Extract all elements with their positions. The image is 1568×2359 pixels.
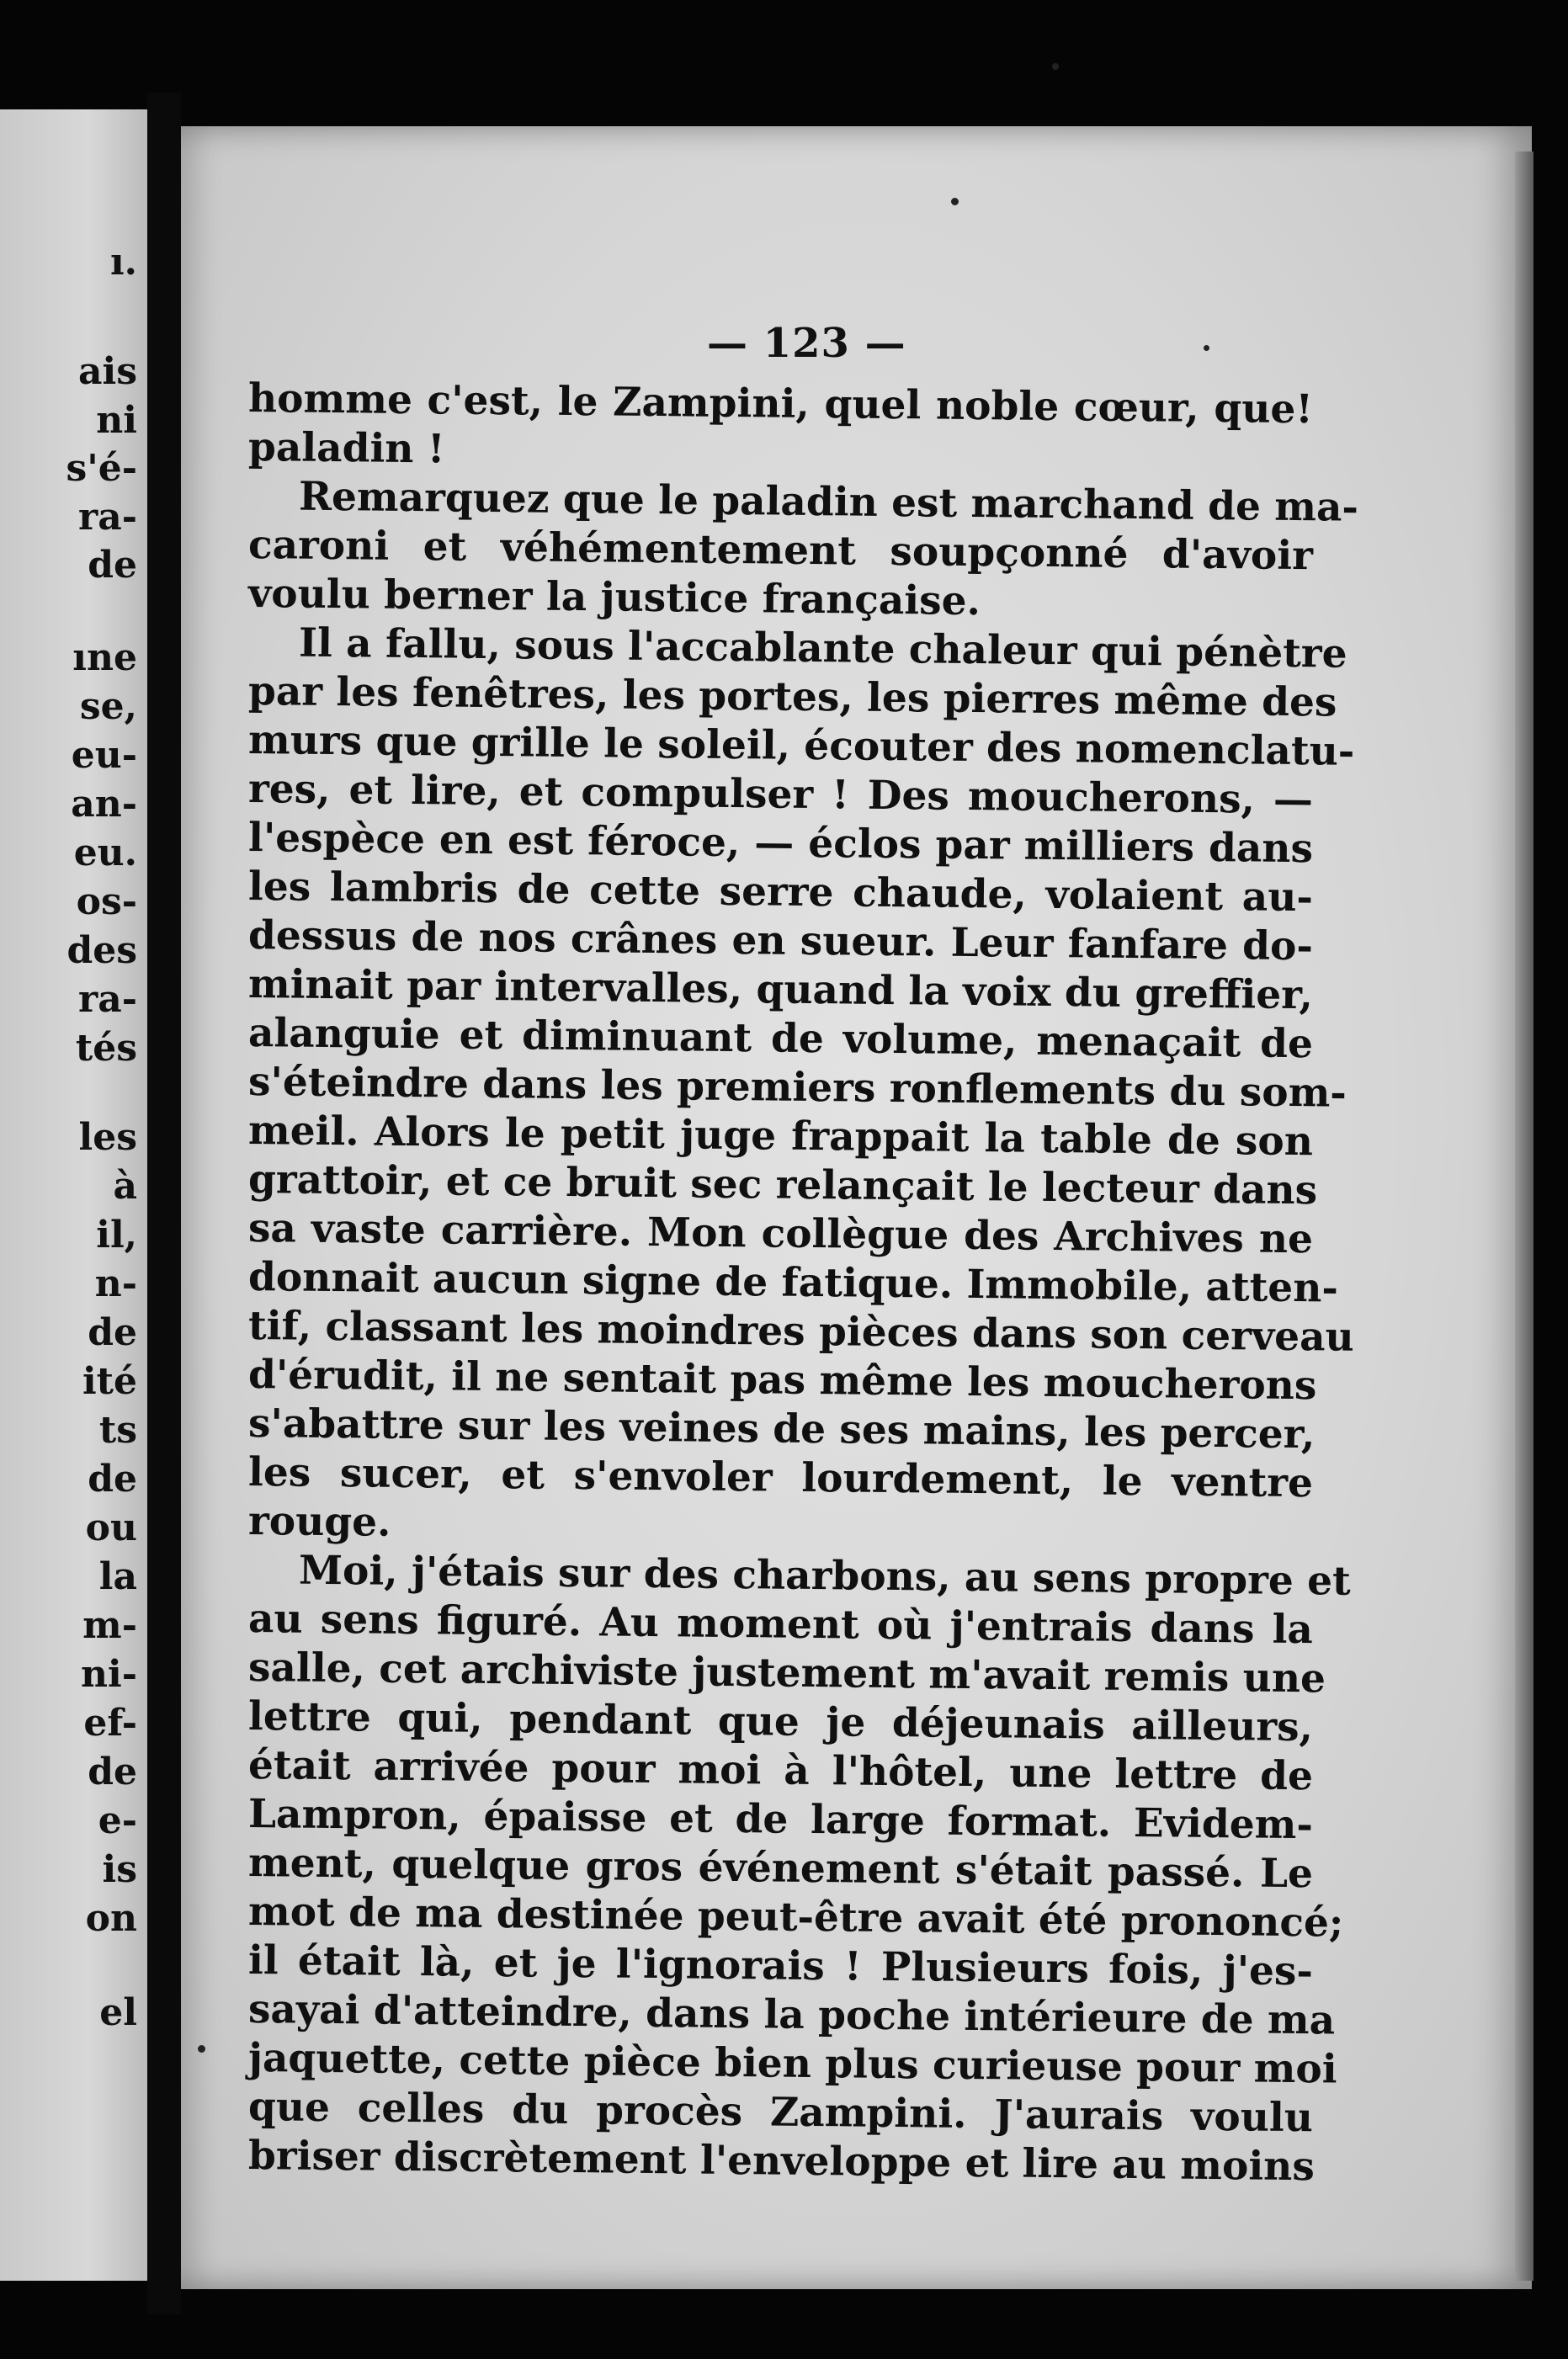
- text-line: salle, cet archiviste justement m'avait remis une: [247, 1644, 1326, 1703]
- previous-page-fragment: e-: [98, 1799, 137, 1842]
- book-gutter: [147, 93, 181, 2314]
- text-line: dessus de nos crânes en sueur. Leur fanfare do-: [247, 912, 1314, 970]
- previous-page-fragment: eu.: [73, 831, 137, 874]
- text-line: murs que grille le soleil, écouter des nomenclatu-: [247, 717, 1355, 775]
- text-line: jaquette, cette pièce bien plus curieuse pour moi: [247, 2035, 1337, 2093]
- previous-page-fragment: ni-: [81, 1653, 137, 1696]
- text-line: grattoir, et ce bruit sec relançait le lecteur dans: [247, 1156, 1318, 1214]
- previous-page-fragment: ais: [78, 350, 137, 393]
- text-line: meil. Alors le petit juge frappait la table de son: [247, 1108, 1314, 1166]
- text-line: tif, classant les moindres pièces dans son cerveau: [247, 1303, 1355, 1361]
- text-line: Lampron, épaisse et de large format. Evidem-: [247, 1791, 1314, 1849]
- page-number: — 123 —: [707, 320, 906, 367]
- previous-page-fragment: de: [88, 1458, 137, 1501]
- text-line: sayai d'atteindre, dans la poche intérieure de ma: [247, 1986, 1336, 2044]
- previous-page-fragment: ra-: [78, 496, 137, 539]
- previous-page-fragment: tés: [75, 1027, 137, 1070]
- page-edge-shadow: [1515, 151, 1533, 2281]
- text-line: minait par intervalles, quand la voix du greffier,: [247, 961, 1314, 1019]
- previous-page-fragment: à: [113, 1165, 137, 1208]
- scan-speck: [951, 198, 959, 205]
- text-line: lettre qui, pendant que je déjeunais ailleurs,: [247, 1693, 1314, 1751]
- previous-page-fragment: ou: [85, 1506, 137, 1549]
- text-line: s'abattre sur les veines de ses mains, les percer,: [247, 1400, 1316, 1458]
- previous-page-fragment: ıne: [72, 636, 137, 679]
- text-line: mot de ma destinée peut-être avait été prononcé;: [247, 1889, 1344, 1947]
- previous-page-fragment: ité: [82, 1360, 137, 1403]
- text-line: Moi, j'étais sur des charbons, au sens propre et: [298, 1547, 1352, 1605]
- previous-page-fragment: ts: [98, 1409, 137, 1452]
- previous-page-fragment: n-: [94, 1262, 137, 1305]
- text-line: paladin !: [247, 424, 445, 473]
- scan-speck: [198, 2045, 205, 2053]
- previous-page-fragment: m-: [82, 1604, 137, 1647]
- previous-page-fragment: des: [66, 929, 137, 972]
- previous-page-fragment: eu-: [71, 734, 137, 777]
- scan-speck: [1052, 63, 1059, 70]
- text-line: res, et lire, et compulser ! Des moucherons, —: [247, 766, 1314, 824]
- previous-page-fragment: os-: [76, 880, 137, 923]
- previous-page-fragment: ı.: [109, 241, 137, 284]
- previous-page-fragment: el: [99, 1991, 137, 2034]
- previous-page-fragment: an-: [71, 783, 137, 826]
- previous-page-fragment: se,: [79, 685, 137, 728]
- text-line: les lambris de cette serre chaude, volaient au-: [247, 863, 1314, 922]
- previous-page-fragment: ra-: [78, 978, 137, 1021]
- text-line: était arrivée pour moi à l'hôtel, une lettre de: [247, 1742, 1314, 1800]
- text-line: voulu berner la justice française.: [247, 571, 981, 625]
- text-line: briser discrètement l'enveloppe et lire au moins: [247, 2133, 1316, 2191]
- text-line: par les fenêtres, les portes, les pierres même des: [247, 668, 1337, 726]
- scan-speck: [1204, 345, 1209, 351]
- previous-page-fragment: ef-: [83, 1702, 137, 1745]
- text-line: sa vaste carrière. Mon collègue des Archives ne: [247, 1205, 1314, 1263]
- text-line: caroni et véhémentement soupçonné d'avoir: [247, 522, 1314, 580]
- text-line: Il a fallu, sous l'accablante chaleur qui pénètre: [298, 619, 1347, 677]
- previous-page-fragment: s'é-: [66, 447, 137, 490]
- text-line: ment, quelque gros événement s'était passé. Le: [247, 1840, 1314, 1898]
- previous-page-fragment: is: [102, 1848, 137, 1891]
- text-line: d'érudit, il ne sentait pas même les moucherons: [247, 1352, 1317, 1410]
- text-line: alanguie et diminuant de volume, menaçait de: [247, 1010, 1314, 1068]
- text-line: Remarquez que le paladin est marchand de ma-: [298, 473, 1359, 531]
- previous-page-fragment: de: [88, 544, 137, 587]
- text-line: s'éteindre dans les premiers ronflements du som-: [247, 1059, 1347, 1117]
- previous-page-fragment: de: [88, 1311, 137, 1354]
- previous-page-strip: [0, 109, 147, 2281]
- text-line: homme c'est, le Zampini, quel noble cœur, que!: [247, 375, 1314, 433]
- text-line: les sucer, et s'envoler lourdement, le ventre: [247, 1449, 1314, 1507]
- text-line: au sens figuré. Au moment où j'entrais dans la: [247, 1596, 1314, 1654]
- previous-page-fragment: il,: [96, 1214, 137, 1257]
- text-line: il était là, et je l'ignorais ! Plusieurs fois, j'es-: [247, 1937, 1314, 1995]
- text-line: donnait aucun signe de fatique. Immobile, atten-: [247, 1254, 1339, 1312]
- text-line: que celles du procès Zampini. J'aurais voulu: [247, 2084, 1314, 2142]
- previous-page-fragment: de: [88, 1751, 137, 1793]
- text-line: rouge.: [247, 1498, 391, 1546]
- previous-page-fragment: on: [85, 1897, 137, 1940]
- previous-page-fragment: ni: [96, 399, 137, 442]
- page-text-block: [247, 375, 1359, 2191]
- previous-page-fragment: la: [98, 1555, 137, 1598]
- previous-page-fragment: les: [78, 1116, 137, 1159]
- text-line: l'espèce en est féroce, — éclos par milliers dans: [247, 815, 1314, 873]
